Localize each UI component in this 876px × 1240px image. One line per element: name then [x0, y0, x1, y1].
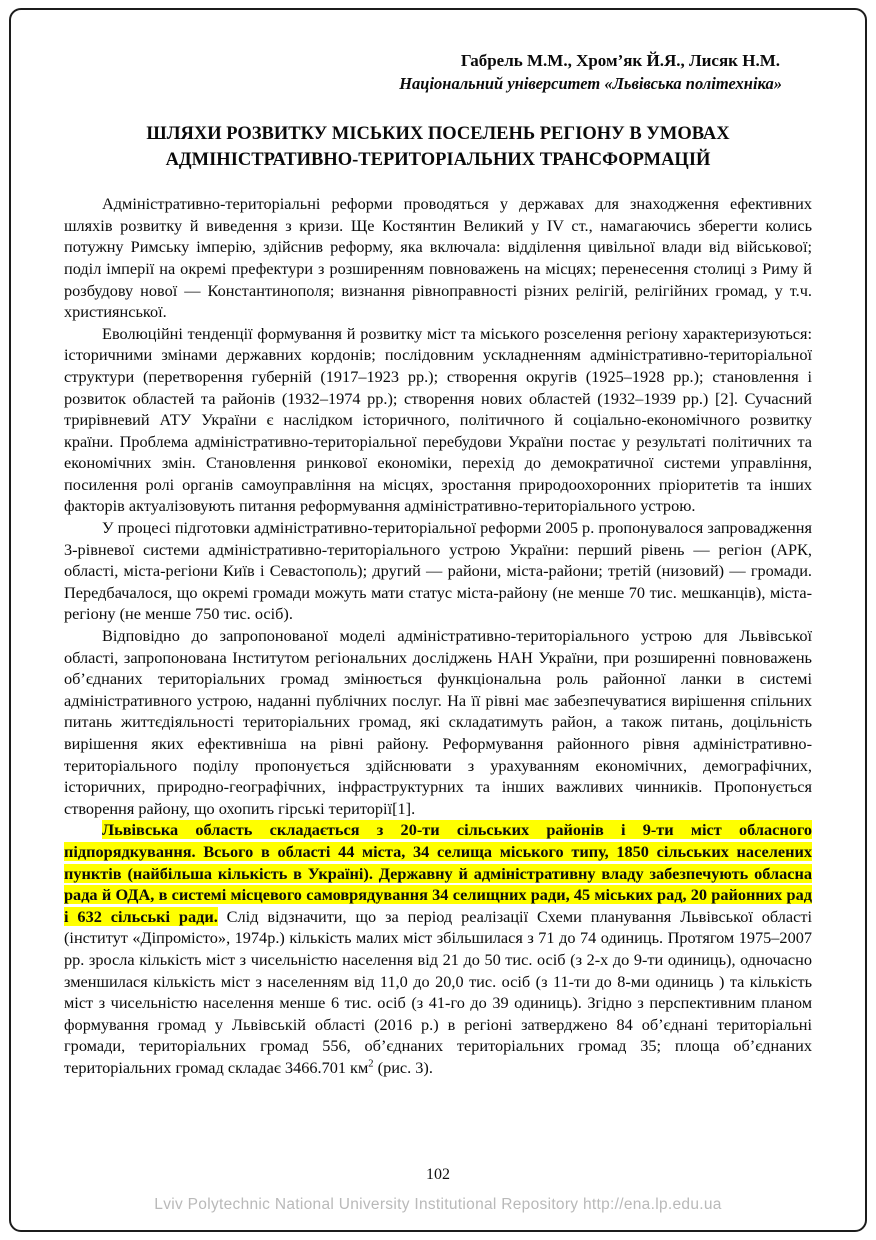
highlighted-text: Львівська область складається з 20-ти сільських районів і 9-ти міст обласного підпорядкування. Всього в області 44 міста, 34 селища міського типу, 1850 сільських населених пунктів (найбільша кількість в Україні). Державну й адміністративну владу забезпечують обласна рада й ОДА, в системі місцевого самоврядування 34 селищних ради, 45 міських рад, 20 районних рад і 632 сільські ради.: [64, 820, 812, 926]
body-text: Еволюційні тенденції формування й розвитку міст та міського розселення регіону характеризуються: історичними змінами державних кордонів; послідовним ускладненням адміністративно-територіальної структури (перетворення губерній (1917–1923 рр.); створення округів (1925–1928 рр.); становлення і розвиток областей та районів (1932–1974 рр.); створення нових областей (1932–1939 рр.) [2]. Сучасний трирівневий АТУ України є наслідком історичного, політичного й соціально-економічного розвитку країни. Проблема адміністративно-територіальної перебудови України постає у результаті політичних та економічних змін. Становлення ринкової економіки, перехід до демократичної системи управління, посилення ролі органів самоуправління на місцях, зростання природоохоронних пріоритетів та інших факторів актуалізовують питання реформування адміністративно-територіального устрою.: [64, 323, 812, 516]
paragraph: [64, 193, 812, 323]
paragraph: [64, 625, 812, 819]
paper-title: [64, 121, 812, 175]
paragraph: [64, 517, 812, 625]
authors-line: Габрель М.М., Хром’як Й.Я., Лисяк Н.М.: [460, 51, 780, 70]
body-text: Відповідно до запропонованої моделі адміністративно-територіального устрою для Львівської області, запропонована Інститутом регіональних досліджень НАН України, при розширенні повноважень об’єднаних територіальних громад змінюється функціональна роль районної ланки в системі адміністративного устрою, наданні публічних послуг. На її рівні має забезпечуватися вирішення спільних питань життєдіяльності територіальних громад, які складатимуть район, а також питань, доцільність вирішення яких ефективніша на рівні району. Реформування районного рівня адміністративно-територіального поділу пропонується здійснювати з урахуванням економічних, демографічних, історичних, природно-географічних, інфраструктурних та інших важливих чинників. Пропонується створення району, що охопить гірські території[1].: [64, 626, 812, 818]
paper-title-line-2: АДМІНІСТРАТИВНО-ТЕРИТОРІАЛЬНИХ ТРАНСФОРМАЦІЙ: [165, 150, 711, 171]
page-content: [64, 50, 812, 1079]
paragraph: [64, 819, 812, 1078]
paragraph: [64, 323, 812, 517]
affiliation-line: Національний університет «Львівська політехніка»: [399, 74, 782, 94]
authors-block: [64, 50, 812, 95]
body-text: Адміністративно-територіальні реформи проводяться у державах для знаходження ефективних шляхів розвитку й виведення з кризи. Ще Костянтин Великий у IV ст., намагаючись зберегти колись потужну Римську імперію, здійснив реформу, яка включала: відділення цивільної влади від військової; поділ імперії на окремі префектури з розширенням повноважень на місцях; перенесення столиці з Риму й розбудову нової — Константинополя; визнання рівноправності різних релігій, релігійних громад, у т.ч. християнської.: [64, 194, 812, 322]
body-text: 2: [368, 1058, 374, 1070]
body-text: (рис. 3).: [373, 1057, 433, 1077]
body-text: У процесі підготовки адміністративно-територіальної реформи 2005 р. пропонувалося запровадження 3-рівневої системи адміністративно-територіального устрою України: перший рівень — регіон (АРК, області, міста-регіони Київ і Севастополь); другий — райони, міста-райони; третій (низовий) — громади. Передбачалося, що окремі громади можуть мати статус міста-району (не менше 70 тис. мешканців), міста-регіону (не менше 750 тис. осіб).: [64, 518, 812, 624]
body-text: Слід відзначити, що за період реалізації Схеми планування Львівської області (інститут «Діпромісто», 1974р.) кількість малих міст збільшилася з 71 до 74 одиниць. Протягом 1975–2007 рр. зросла кількість міст з чисельністю населення від 21 до 50 тис. осіб (з 2-х до 9-ти одиниць), одночасно зменшилася кількість міст з населенням від 11,0 до 20,0 тис. осіб (з 11-ти до 8-ми одиниць ) та кількість міст з чисельністю населення менше 6 тис. осіб (з 41-го до 39 одиниць). Згідно з перспективним планом формування громад у Львівській області (2016 р.) в регіоні затверджено 84 об’єднані територіальні громади, територіальних громад 556, об’єднаних територіальних громад 35; площа об’єднаних територіальних громад складає 3466.701 км: [64, 906, 812, 1077]
page-number: 102: [426, 1166, 450, 1183]
article-body: [64, 193, 812, 1078]
paper-title-line-1: ШЛЯХИ РОЗВИТКУ МІСЬКИХ ПОСЕЛЕНЬ РЕГІОНУ В УМОВАХ: [146, 123, 730, 144]
repository-watermark: Lviv Polytechnic National University Institutional Repository http://ena.lp.edu.ua: [154, 1196, 722, 1213]
